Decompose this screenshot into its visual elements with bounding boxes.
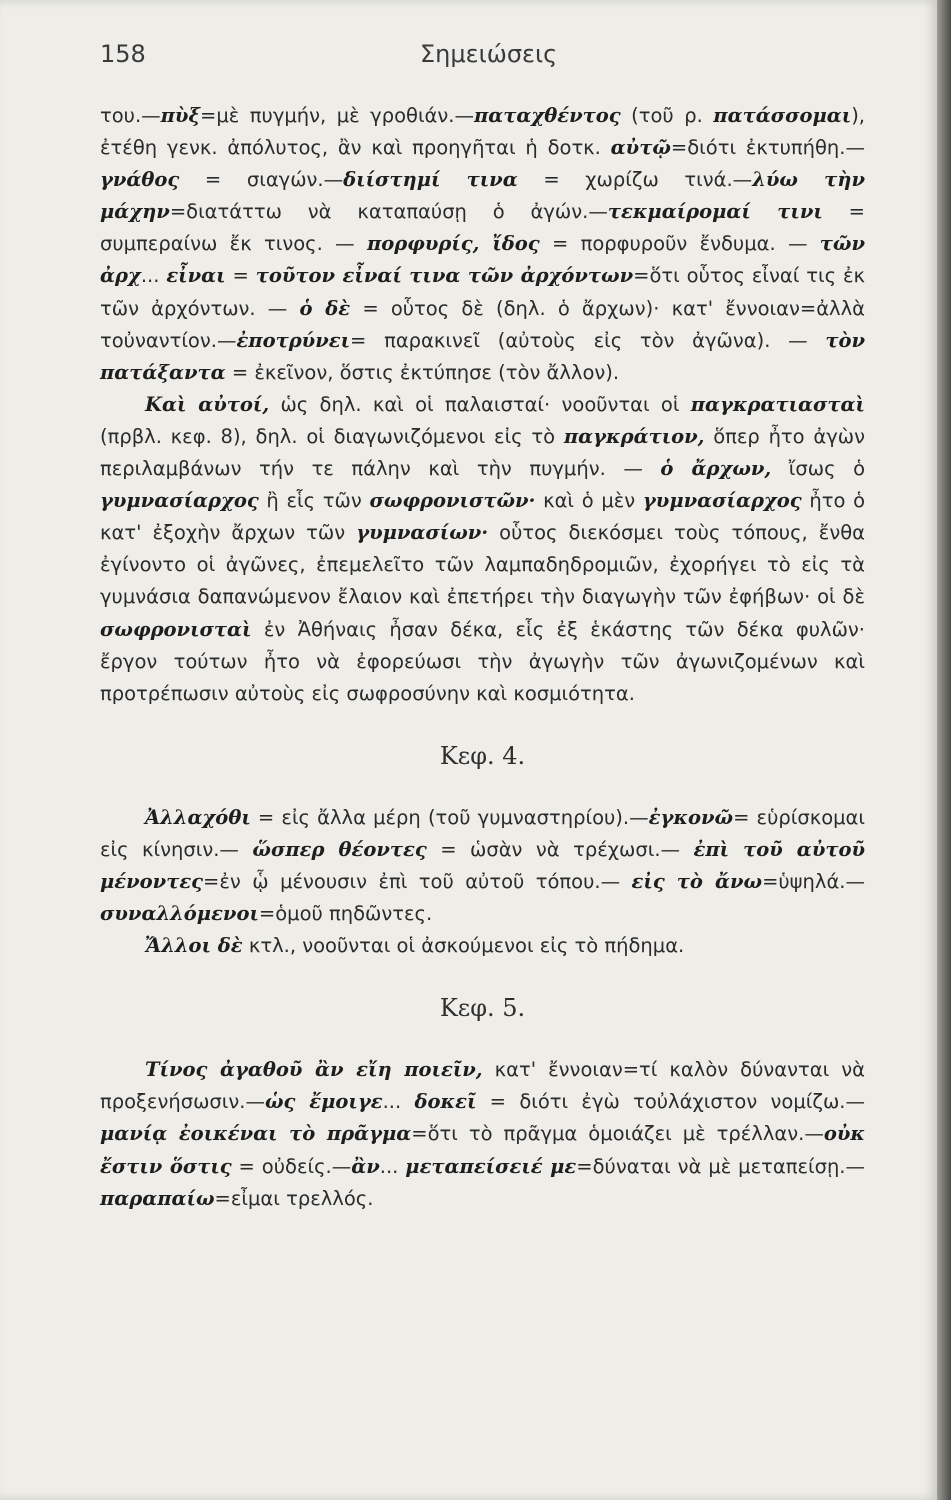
gloss-text: =ὅτι οὗτος εἶναί τις ἐκ τῶν ἀρχόντων. —: [100, 264, 865, 320]
lemma-term: τῶν ἀρχ: [100, 232, 865, 288]
lemma-term: οὐκ ἔστιν ὅστις: [100, 1122, 865, 1178]
gloss-text: =ἐν ᾧ μένουσιν ἐπὶ τοῦ αὐτοῦ τόπου.—: [203, 869, 632, 893]
gloss-text: = οὐδείς.—: [231, 1154, 352, 1178]
gloss-text: ...: [382, 1090, 415, 1114]
lemma-term: ὁ δὲ: [299, 296, 351, 320]
gloss-text: (πρβλ. κεφ. 8), δηλ. οἱ διαγωνιζόμενοι εἰς τὸ: [100, 424, 564, 448]
gloss-text: οὗτος διεκόσμει τοὺς τόπους, ἔνθα ἐγίνοντο οἱ ἀγῶνες, ἐπεμελεῖτο τῶν λαμπαδηδρομιῶν, ἐχορήγει τὸ εἰς τὰ γυμνάσια δαπανώμενον ἔλαιον καὶ ἐπετήρει τὴν διαγωγὴν τῶν ἐφήβων· οἱ δὲ: [100, 521, 865, 609]
gloss-text: =ὑψηλά.—: [762, 869, 865, 893]
lemma-term: ἐγκονῶ: [648, 805, 734, 829]
gloss-text: ὡς δηλ. καὶ οἱ παλαισταί· νοοῦνται οἱ: [269, 392, 691, 416]
lemma-term: πατάσσομαι: [713, 104, 852, 127]
gloss-text: (τοῦ ρ.: [620, 104, 714, 127]
notes-paragraph: [100, 930, 865, 962]
lemma-term: δοκεῖ: [414, 1090, 477, 1114]
lemma-term: ἐποτρύνει: [236, 328, 351, 352]
gloss-text: ἢ εἷς τῶν: [258, 489, 370, 513]
lemma-term: παραπαίω: [100, 1186, 215, 1210]
gloss-text: ἴσως ὁ: [771, 457, 865, 481]
gloss-text: = οὗτος δὲ (δηλ. ὁ ἄρχων)· κατ' ἔννοιαν=ἀλλὰ τοὐναντίον.—: [100, 296, 865, 352]
lemma-term: Ἀλλαχόθι: [145, 805, 251, 829]
lemma-term: λύω τὴν μάχην: [100, 168, 865, 224]
lemma-term: ὡς ἔμοιγε: [264, 1090, 383, 1114]
chapter-heading: Κεφ. 4.: [439, 741, 526, 770]
lemma-term: Τίνος ἀγαθοῦ ἂν εἴη ποιεῖν,: [145, 1058, 483, 1082]
gloss-text: =ὁμοῦ πηδῶντες.: [258, 902, 433, 926]
lemma-term: παταχθέντος: [474, 104, 621, 127]
lemma-term: γνάθος: [100, 168, 180, 192]
lemma-term: τοῦτον εἶναί τινα τῶν ἀρχόντων: [255, 264, 634, 288]
lemma-term: συναλλόμενοι: [100, 902, 259, 926]
gloss-text: = ἐκεῖνον, ὅστις ἐκτύπησε (τὸν ἄλλον).: [225, 360, 620, 384]
lemma-term: σωφρονισταὶ: [100, 617, 252, 641]
lemma-term: σωφρονιστῶν·: [369, 489, 536, 513]
lemma-term: πορφυρίς, ἴδος: [366, 232, 540, 256]
lemma-term: Καὶ αὐτοί,: [145, 392, 270, 416]
gloss-text: = συμπεραίνω ἔκ τινος. —: [100, 200, 865, 256]
lemma-term: ὥσπερ θέοντες: [252, 837, 427, 861]
lemma-term: εἰς τὸ ἄνω: [631, 869, 763, 893]
lemma-term: τὸν πατάξαντα: [100, 328, 865, 384]
gloss-text: κτλ., νοοῦνται οἱ ἀσκούμενοι εἰς τὸ πήδημα.: [242, 934, 685, 958]
notes-paragraph: [100, 802, 865, 930]
lemma-term: μεταπείσειέ με: [405, 1154, 577, 1178]
gloss-text: = χωρίζω τινά.—: [517, 168, 753, 192]
lemma-term: γυμνασίαρχος: [100, 489, 259, 513]
notes-paragraph: [100, 1054, 865, 1214]
lemma-term: αὐτῷ: [610, 136, 671, 160]
gloss-text: = παρακινεῖ (αὐτοὺς εἰς τὸν ἀγῶνα). —: [350, 328, 826, 352]
notes-paragraph: [100, 100, 865, 389]
lemma-term: γυμνασίων·: [356, 521, 489, 545]
gloss-text: ...: [140, 264, 167, 288]
gloss-text: = εὑρίσκομαι εἰς κίνησιν.—: [100, 805, 865, 861]
running-title: Σημειώσεις: [420, 40, 558, 68]
page-content: [100, 100, 865, 1215]
gloss-text: =ὅτι τὸ πρᾶγμα ὁμοιάζει μὲ τρέλλαν.—: [411, 1122, 824, 1146]
page-number: 158: [100, 40, 146, 68]
lemma-term: παγκρατιασταὶ: [690, 392, 865, 416]
chapter-heading: Κεφ. 5.: [439, 994, 526, 1023]
gloss-text: =διατάττω νὰ καταπαύσῃ ὁ ἀγών.—: [169, 200, 608, 224]
gloss-text: =μὲ πυγμήν, μὲ γροθιάν.—: [200, 104, 475, 127]
lemma-term: παγκράτιον,: [563, 424, 705, 448]
gloss-text: = ὡσὰν νὰ τρέχωσι.—: [426, 837, 694, 861]
gloss-text: = διότι ἐγὼ τοὐλάχιστον νομίζω.—: [476, 1090, 865, 1114]
lemma-term: μανίᾳ ἐοικέναι τὸ πρᾶγμα: [100, 1122, 412, 1146]
gloss-text: =: [225, 264, 256, 288]
gloss-text: ...: [379, 1154, 406, 1178]
book-spine-edge: [937, 0, 951, 1500]
lemma-term: διίστημί τινα: [343, 168, 518, 192]
gloss-text: ἦτο ὁ κατ' ἐξοχὴν ἄρχων τῶν: [100, 489, 866, 545]
gloss-text: καὶ ὁ μὲν: [535, 489, 643, 513]
lemma-term: ἂν: [351, 1154, 380, 1178]
gloss-text: του.—: [100, 104, 161, 127]
lemma-term: ὁ ἄρχων,: [660, 457, 772, 481]
gloss-text: ), ἐτέθη γενκ. ἀπόλυτος, ἂν καὶ προηγῆται ἡ δοτκ.: [100, 104, 865, 160]
lemma-term: πὺξ: [160, 104, 201, 127]
lemma-term: γυμνασίαρχος: [642, 489, 802, 513]
gloss-text: = σιαγών.—: [179, 168, 344, 192]
gloss-text: =εἶμαι τρελλός.: [214, 1186, 374, 1210]
gloss-text: ἐν Ἀθήναις ἦσαν δέκα, εἷς ἐξ ἑκάστης τῶν δέκα φυλῶν· ἔργον τούτων ἦτο νὰ ἐφορεύωσι τὴν ἀγωγὴν τῶν ἀγωνιζομένων καὶ προτρέπωσιν αὐτοὺς εἰς σωφροσύνην καὶ κοσμιότητα.: [100, 617, 865, 705]
gloss-text: ὅπερ ἦτο ἀγὼν περιλαμβάνων τήν τε πάλην καὶ τὴν πυγμήν. —: [100, 424, 865, 481]
notes-paragraph: [100, 389, 865, 710]
gloss-text: =διότι ἐκτυπήθη.—: [670, 136, 865, 160]
gloss-text: κατ' ἔννοιαν=τί καλὸν δύνανται νὰ προξενήσωσιν.—: [100, 1058, 865, 1114]
lemma-term: εἶναι: [166, 264, 226, 288]
gloss-text: =δύναται νὰ μὲ μεταπείσῃ.—: [576, 1154, 866, 1178]
lemma-term: ἐπὶ τοῦ αὐτοῦ μένοντες: [100, 837, 865, 893]
lemma-term: τεκμαίρομαί τινι: [607, 200, 823, 224]
gloss-text: = εἰς ἄλλα μέρη (τοῦ γυμναστηρίου).—: [250, 805, 649, 829]
lemma-term: Ἄλλοι δὲ: [145, 934, 243, 958]
gloss-text: = πορφυροῦν ἔνδυμα. —: [539, 232, 820, 256]
page-header: [100, 40, 860, 80]
